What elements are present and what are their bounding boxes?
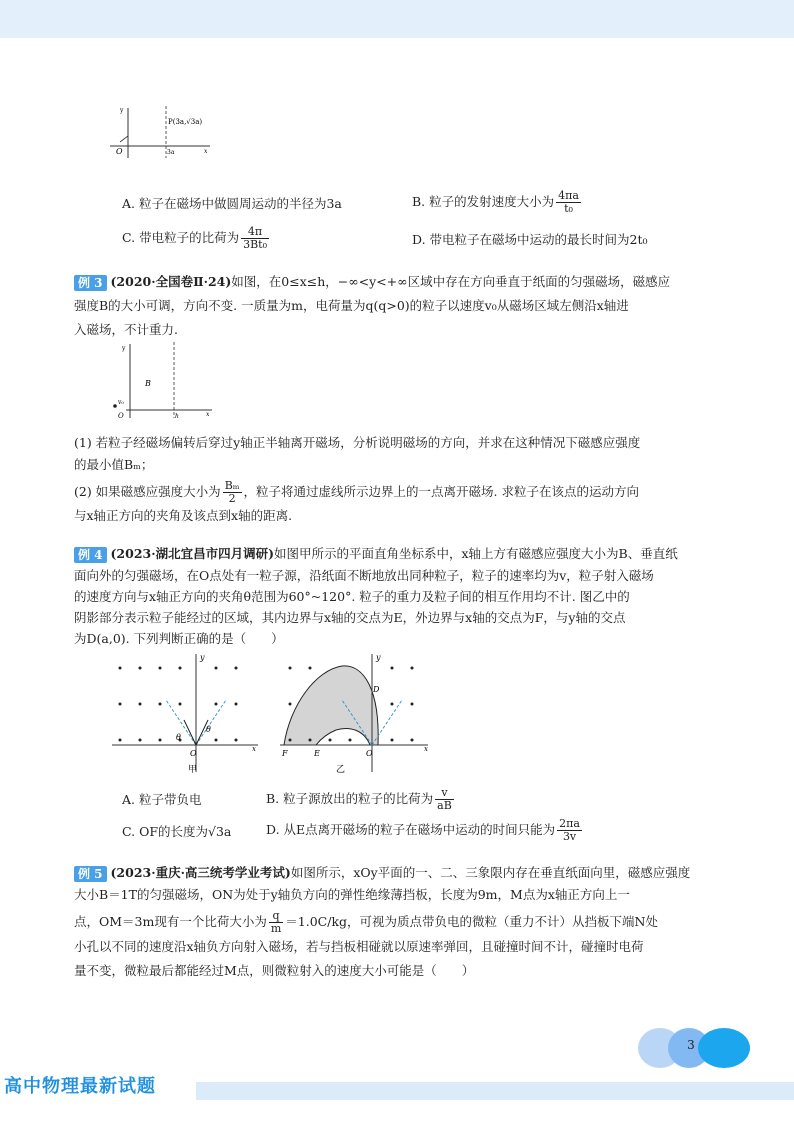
option-a: A. 粒子在磁场中做圆周运动的半径为3a <box>122 196 342 211</box>
ex4-option-a: A. 粒子带负电 <box>122 792 202 807</box>
limit-line-right <box>196 700 226 745</box>
ex3-v-label: v₀ <box>118 399 124 406</box>
yi-o: O <box>366 749 373 758</box>
option-d: D. 带电粒子在磁场中运动的最长时间为2t₀ <box>412 232 648 247</box>
ex3-sub1-line2: 的最小值Bₘ； <box>74 457 154 472</box>
yi-x: x <box>424 745 428 753</box>
particle-dot <box>113 404 117 408</box>
option-c: C. 带电粒子的比荷为 $\frac{4\pi}{\text{3Bt₀}}$ <box>122 225 267 251</box>
ex4-option-b: B. 粒子源放出的粒子的比荷为 $\frac{v}{aB}$ <box>266 786 452 812</box>
ex3-x-label: x <box>206 411 210 418</box>
ex3-sub1-line1: (1) 若粒子经磁场偏转后穿过y轴正半轴离开磁场，分析说明磁场的方向，并求在这种情况下磁感应强度 <box>74 435 641 450</box>
figure-jia <box>108 650 264 776</box>
ex3-sub2-line2: 与x轴正方向的夹角及该点到x轴的距离. <box>74 508 293 523</box>
figure-1 <box>106 104 216 160</box>
ex5-line5: 量不变，微粒最后都能经过M点，则微粒射入的速度大小可能是（ ） <box>74 963 475 978</box>
jia-x: x <box>252 745 256 753</box>
ex5-line2: 大小B＝1T的匀强磁场，ON为处于y轴负方向的弹性绝缘薄挡板，长度为9m，M点为x轴正方向上一 <box>74 887 630 902</box>
ex3-line2: 强度B的大小可调，方向不变. 一质量为m，电荷量为q(q>0)的粒子以速度v₀从磁场区域左侧沿x轴进 <box>74 298 629 313</box>
ex4-badge: 例 4 <box>74 547 107 563</box>
ex4-option-d: D. 从E点离开磁场的粒子在磁场中运动的时间只能为 $\frac{2\pi a}{3v}$ <box>266 817 580 843</box>
fig1-p-label: P(3a,√3a) <box>168 118 203 126</box>
yi-f: F <box>282 749 288 758</box>
ex4-line1: 例 4 (2023·湖北宜昌市四月调研)如图甲所示的平面直角坐标系中，x轴上方有磁感应强度大小为B、垂直纸 <box>74 545 678 563</box>
field-dots <box>119 667 238 742</box>
jia-caption: 甲 <box>188 765 198 775</box>
figure-yi <box>276 650 434 776</box>
ex3-y-label: y <box>122 345 126 352</box>
fig1-y-label: y <box>120 107 124 114</box>
fig1-x-mark: 3a <box>167 149 175 156</box>
fig1-x-label: x <box>204 148 208 155</box>
ex4-line4: 阴影部分表示粒子能经过的区域，其内边界与x轴的交点为E，外边界与x轴的交点为F，与y轴的交点 <box>74 610 626 625</box>
ex5-line4: 小孔以不同的速度沿x轴负方向射入磁场，若与挡板相碰就以原速率弹回，且碰撞时间不计，碰撞时电荷 <box>74 939 644 954</box>
ex5-badge: 例 5 <box>74 866 107 882</box>
jia-o: O <box>190 749 197 758</box>
jia-theta1: θ <box>176 733 181 742</box>
option-b: B. 粒子的发射速度大小为 $\frac{4\pi a}{\text{t₀}}$ <box>412 189 579 215</box>
yi-y: y <box>376 653 381 662</box>
ex5-line1: 例 5 (2023·重庆·高三统考学业考试)如图所示，xOy平面的一、二、三象限内存在垂直纸面向里，磁感应强度 <box>74 864 690 882</box>
ex3-sub2-line1: (2) 如果磁感应强度大小为 $\frac{\text{Bₘ}}{2}$ ，粒子将通过虚线所示边界上的一点离开磁场. 求粒子在该点的运动方向 <box>74 479 639 505</box>
yi-caption: 乙 <box>336 765 346 775</box>
ex3-h-label: h <box>175 413 179 420</box>
ex4-line2: 面向外的匀强磁场，在O点处有一粒子源，沿纸面不断地放出同种粒子，粒子的速率均为v，粒子射入磁场 <box>74 568 654 583</box>
jia-y: y <box>200 653 205 662</box>
yi-e: E <box>314 749 320 758</box>
brand-logo: 高中物理最新试题 <box>4 1076 156 1097</box>
page-number: 3 <box>687 1038 695 1052</box>
ex3-b-label: B <box>145 379 151 388</box>
ex5-line3: 点，OM＝3m现有一个比荷大小为 $\frac{q}{m}$ ＝1.0C/kg，可视为质点带负电的微粒（重力不计）从挡板下端N处 <box>74 909 658 935</box>
velocity-arrow <box>120 136 128 142</box>
jia-theta2: θ <box>206 725 211 734</box>
ex3-o-label: O <box>118 412 124 420</box>
ex4-line5: 为D(a,0). 下列判断正确的是（ ） <box>74 631 284 646</box>
ex4-option-c: C. OF的长度为√3a <box>122 824 232 839</box>
limit-line-left <box>166 700 196 745</box>
ex3-badge: 例 3 <box>74 275 107 291</box>
header-band <box>0 0 794 38</box>
shaded-region <box>284 666 378 745</box>
fig1-o-label: O <box>116 147 123 156</box>
figure-ex3 <box>108 340 218 420</box>
ex4-line3: 的速度方向与x轴正方向的夹角θ范围为60°~120°. 粒子的重力及粒子间的相互作用均不计. 图乙中的 <box>74 589 630 604</box>
velocity-arrow-left <box>184 720 196 745</box>
footer-band <box>196 1082 794 1100</box>
yi-d: D <box>373 685 380 694</box>
ex3-line1: 例 3 (2020·全国卷Ⅱ·24)如图，在0≤x≤h，−∞<y<+∞区域中存在方向垂直于纸面的匀强磁场，磁感应 <box>74 273 670 291</box>
ex3-line3: 入磁场，不计重力. <box>74 322 178 337</box>
